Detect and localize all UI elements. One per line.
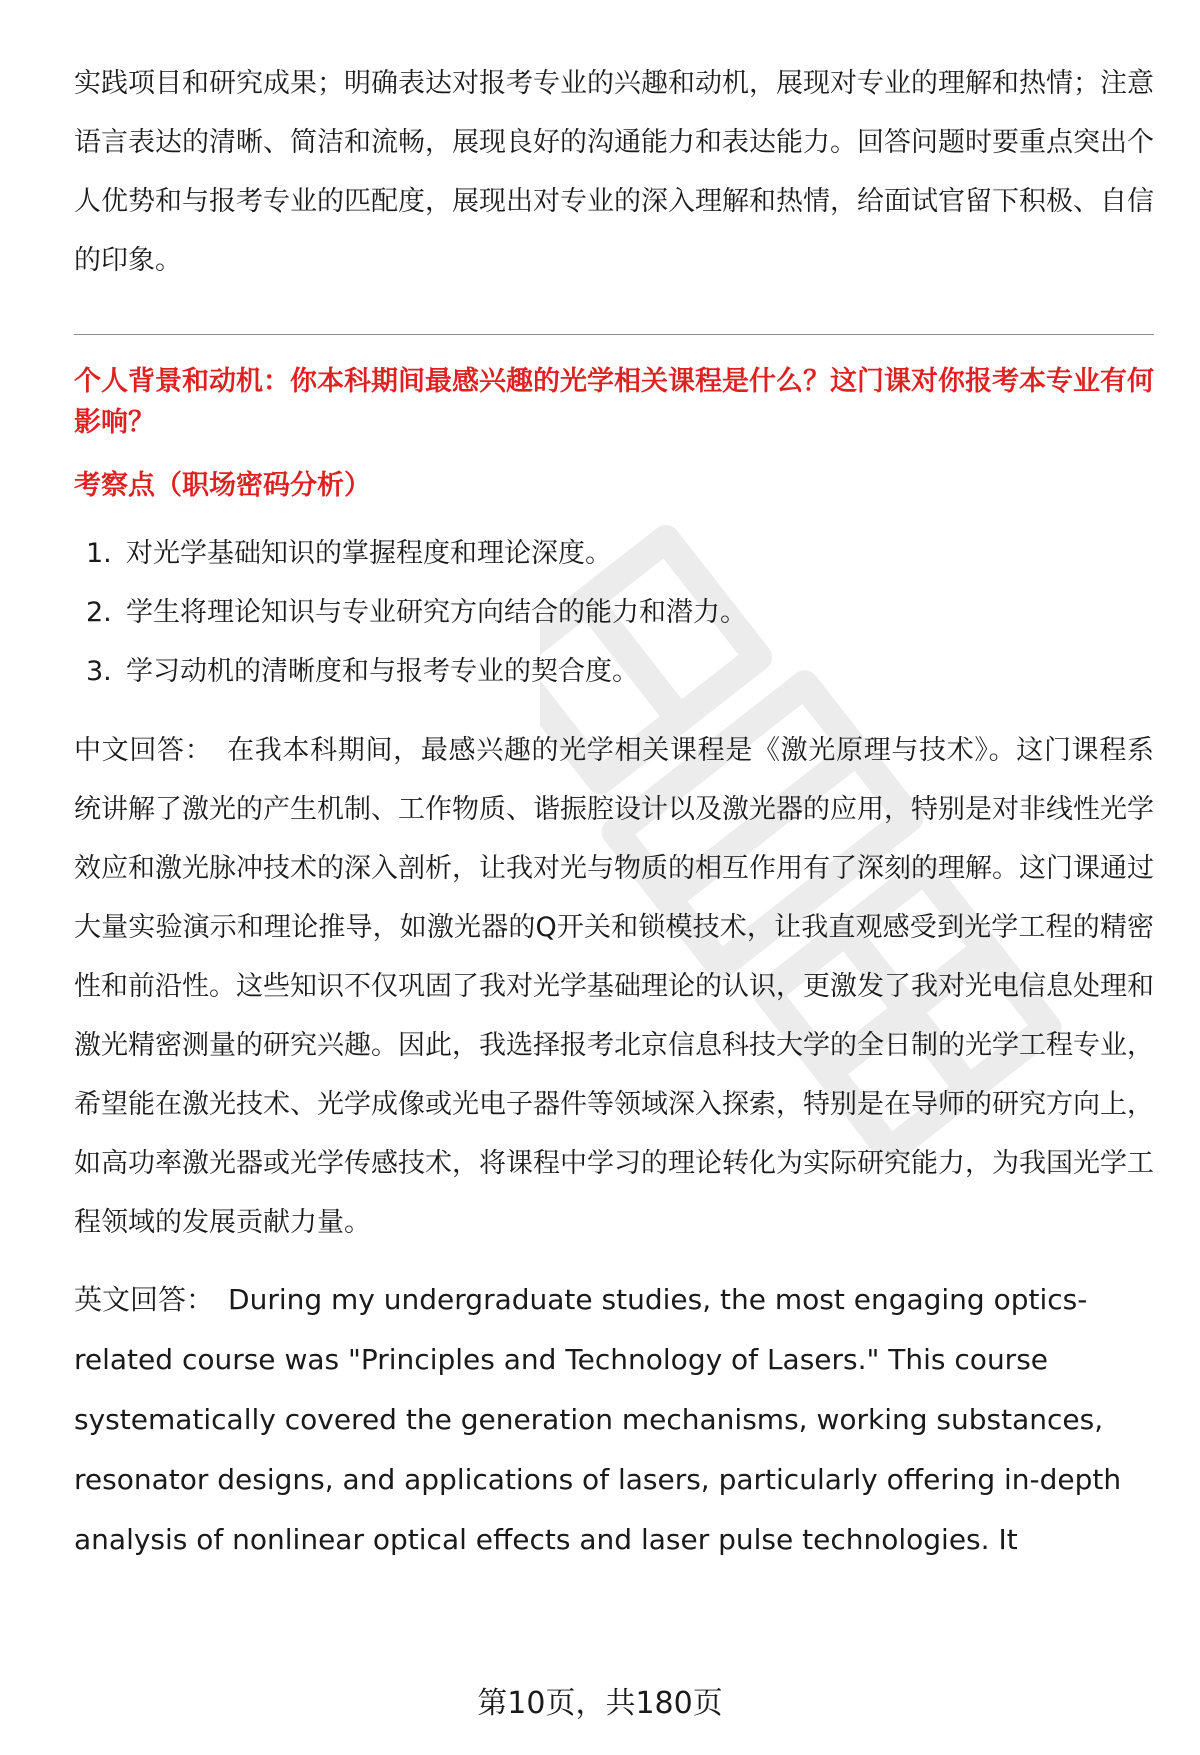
english-answer-label: 英文回答：	[74, 1283, 215, 1316]
chinese-answer-label: 中文回答：	[74, 735, 213, 766]
section-divider	[74, 334, 1154, 335]
list-item-text: 对光学基础知识的掌握程度和理论深度。	[126, 538, 612, 569]
list-item-text: 学习动机的清晰度和与报考专业的契合度。	[126, 656, 639, 687]
list-item	[74, 583, 1154, 642]
list-item	[74, 524, 1154, 583]
assessment-heading: 考察点（职场密码分析）	[74, 470, 371, 501]
document-page	[74, 54, 1154, 1570]
intro-paragraph: 实践项目和研究成果；明确表达对报考专业的兴趣和动机，展现对专业的理解和热情；注意语言表达的清晰、简洁和流畅，展现良好的沟通能力和表达能力。回答问题时要重点突出个人优势和与报考专业的匹配度，展现出对专业的深入理解和热情，给面试官留下积极、自信的印象。	[74, 68, 1154, 276]
list-item-text: 学生将理论知识与专业研究方向结合的能力和潜力。	[126, 597, 747, 628]
english-answer	[74, 1270, 1154, 1570]
chinese-answer	[74, 721, 1154, 1252]
english-answer-text: During my undergraduate studies, the most engaging optics-related course was "Principles and Technology of Lasers." This course systematically covered the generation mechanisms, working substances, resonator designs, and applications of lasers, particularly offering in-depth analysis of nonlinear optical effects and laser pulse technologies. It	[74, 1283, 1122, 1556]
assessment-points-list	[74, 524, 1154, 701]
list-item-number: 1.	[86, 538, 112, 569]
list-item-number: 2.	[86, 597, 112, 628]
page-number-footer: 第10页，共180页	[477, 1686, 723, 1721]
question-heading: 个人背景和动机：你本科期间最感兴趣的光学相关课程是什么？这门课对你报考本专业有何影响？	[74, 366, 1154, 438]
list-item	[74, 642, 1154, 701]
chinese-answer-text: 在我本科期间，最感兴趣的光学相关课程是《激光原理与技术》。这门课程系统讲解了激光的产生机制、工作物质、谐振腔设计以及激光器的应用，特别是对非线性光学效应和激光脉冲技术的深入剖析，让我对光与物质的相互作用有了深刻的理解。这门课通过大量实验演示和理论推导，如激光器的Q开关和锁模技术，让我直观感受到光学工程的精密性和前沿性。这些知识不仅巩固了我对光学基础理论的认识，更激发了我对光电信息处理和激光精密测量的研究兴趣。因此，我选择报考北京信息科技大学的全日制的光学工程专业，希望能在激光技术、光学成像或光电子器件等领域深入探索，特别是在导师的研究方向上，如高功率激光器或光学传感技术，将课程中学习的理论转化为实际研究能力，为我国光学工程领域的发展贡献力量。	[74, 735, 1155, 1238]
list-item-number: 3.	[86, 656, 112, 687]
